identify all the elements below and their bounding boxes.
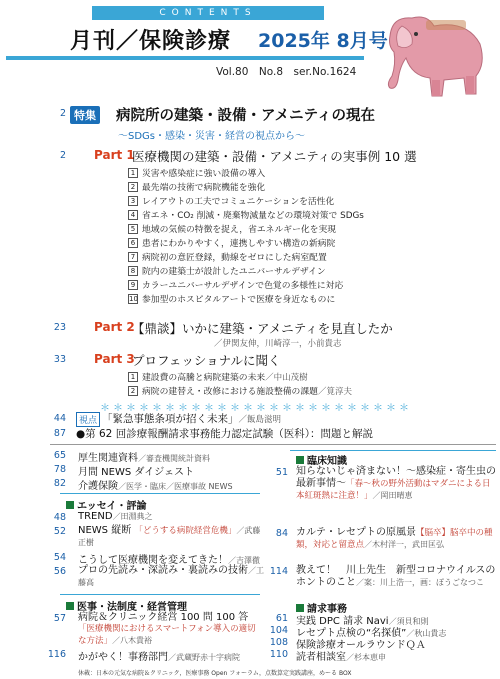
page-number: 51 (275, 467, 288, 478)
item-number: 2 (128, 182, 138, 192)
left-item[interactable] (78, 477, 233, 492)
item-author: ／筧淳夫 (317, 387, 352, 397)
left-item[interactable] (78, 612, 264, 647)
page-number: 108 (269, 637, 288, 648)
item-title: 保険診療オールラウンドＱＡ (296, 640, 426, 651)
item-subtitle: 【脳卒】脳卒中の種類，対応と留意点 (296, 528, 493, 550)
section-marker-icon (66, 602, 74, 610)
viewpoint-author: ／飯島滋明 (238, 415, 282, 425)
footer-suspended-note (78, 660, 498, 677)
item-author: ／須貝和則 (388, 617, 429, 626)
exam-notice[interactable]: ●第 62 回診療報酬請求事務能力認定試験（医科）：問題と解説 (76, 428, 373, 440)
section-rule (60, 594, 260, 595)
item-number: 2 (128, 386, 138, 396)
item-author: ／秋山貴志 (406, 629, 447, 638)
item-title: 知らないじゃ済まない！～感染症・寄生虫の最新事情～ (296, 466, 496, 489)
section-marker-icon (296, 604, 304, 612)
item-title: こうして医療機関を変えてきた！ (78, 555, 228, 566)
part1-item[interactable] (128, 292, 335, 305)
item-number: 9 (128, 280, 138, 290)
left-item[interactable] (78, 449, 210, 464)
page-number: 61 (275, 613, 288, 624)
page-number: 116 (47, 649, 66, 660)
page-number: 65 (53, 450, 66, 461)
page-number: 84 (275, 528, 288, 539)
section-divider (50, 444, 496, 445)
item-title: プロの先読み・深読み・裏読みの技術 (78, 565, 248, 576)
item-title: 厚生関連資料 (78, 453, 138, 464)
page-number: 56 (53, 566, 66, 577)
page-number: 52 (53, 526, 66, 537)
item-author: ／岡田晴恵 (372, 491, 413, 500)
viewpoint-badge: 視点 (76, 412, 100, 427)
item-title: 月間 NEWS ダイジェスト (78, 467, 194, 478)
item-number: 7 (128, 252, 138, 262)
item-text: 病院初の意匠登録，動線をゼロにした病室配置 (142, 253, 327, 263)
item-title: レセプト点検の“名探偵” (296, 628, 407, 639)
item-text: 院内の建築士が設計したユニバーサルデザイン (142, 267, 326, 277)
item-text: 患者にわかりやすく，連携しやすい構造の新病院 (142, 239, 336, 249)
item-title: 病院＆クリニック経営 100 問 100 答 (78, 612, 249, 623)
left-item[interactable] (78, 463, 194, 478)
item-number: 3 (128, 196, 138, 206)
item-title: 教えて！ 川上先生 新型コロナウイルスのホントのこと (296, 565, 496, 588)
page-number: 87 (53, 428, 66, 439)
item-author: ／医学・臨床／医療事故 NEWS (118, 482, 233, 491)
item-author: ／八木貴裕 (112, 636, 153, 645)
page-number: 114 (269, 566, 288, 577)
part1-title[interactable]: 医療機関の建築・設備・アメニティの実事例 10 選 (132, 149, 417, 164)
page-number: 2 (59, 150, 66, 161)
item-number: 6 (128, 238, 138, 248)
item-text: 最先端の技術で病院機能を強化 (142, 183, 266, 193)
header-rule (6, 56, 364, 60)
page-number: 33 (53, 354, 66, 365)
magazine-title: 月刊／保険診療 (70, 28, 232, 54)
part1-item[interactable] (128, 278, 343, 291)
part3-item[interactable] (128, 370, 308, 383)
item-author: ／案：川上浩一，画：ぽうごなつこ (356, 578, 484, 587)
page-number: 44 (53, 413, 66, 424)
contents-banner: CONTENTS (92, 6, 324, 20)
part1-item[interactable] (128, 222, 336, 235)
item-text: 参加型のホスピタルアートで医療を身近なものに (142, 295, 336, 305)
left-item[interactable] (78, 551, 260, 566)
item-author: ／武藤正樹 (78, 526, 261, 547)
item-author: ／工藤高 (78, 566, 264, 587)
page-number: 82 (53, 478, 66, 489)
page-number: 54 (53, 552, 66, 563)
part1-item[interactable] (128, 194, 334, 207)
dashed-separator: ＊＊＊＊＊＊＊＊＊＊＊＊＊＊＊＊＊＊＊＊＊＊＊＊ (100, 403, 412, 414)
item-number: 1 (128, 168, 138, 178)
part2-title[interactable]: 【鼎談】いかに建築・アメニティを見直したか (132, 321, 393, 336)
page-number: 2 (59, 108, 66, 119)
issue-label: 2025年 8月号 (258, 30, 388, 52)
feature-badge: 特集 (70, 106, 100, 124)
viewpoint-title-text: 「緊急事態条項が招く未来」 (102, 413, 239, 425)
part1-label: Part 1 (94, 148, 135, 162)
part1-item[interactable] (128, 166, 265, 179)
part3-label: Part 3 (94, 352, 135, 366)
item-text: 建設費の高騰と病院建築の未来 (142, 373, 266, 383)
item-text: 地域の気候の特徴を捉え，省エネルギー化を実現 (142, 225, 337, 235)
page-number: 104 (269, 625, 288, 636)
item-text: レイアウトの工夫でコミュニケーションを活性化 (142, 197, 335, 207)
volume-info: Vol.80 No.8 ser.No.1624 (216, 66, 357, 78)
item-text: 災害や感染症に強い設備の導入 (142, 169, 266, 179)
left-item[interactable] (78, 565, 264, 589)
left-item[interactable] (78, 511, 153, 522)
part3-title[interactable]: プロフェッショナルに聞く (132, 353, 281, 368)
item-title: かがやく！事務部門 (78, 652, 168, 663)
section-rule (290, 450, 496, 451)
section-title: 請求事務 (307, 604, 347, 615)
feature-title[interactable]: 病院所の建築・設備・アメニティの現在 (116, 108, 375, 124)
part3-item[interactable] (128, 384, 352, 397)
item-subtitle: 「どうする病院経営危機」 (134, 526, 237, 536)
item-number: 10 (129, 295, 138, 303)
page-number: 110 (269, 649, 288, 660)
item-author: ／田淵典之 (112, 512, 153, 521)
section-rule (60, 493, 260, 494)
item-title: カルテ・レセプトの原風景 (296, 527, 416, 538)
item-text: 病院の建替え・改修における施設整備の課題 (142, 387, 318, 397)
item-author: ／審査機関統計資料 (138, 454, 210, 463)
part1-item[interactable] (128, 250, 327, 263)
section-title: エッセイ・評論 (77, 501, 147, 512)
part1-item[interactable] (128, 180, 265, 193)
item-number: 4 (128, 210, 138, 220)
billing-section (258, 600, 496, 666)
right-item[interactable] (296, 466, 496, 502)
feature-subtitle: ～SDGs・感染・災害・経営の視点から～ (118, 131, 306, 142)
section-title: 医事・法制度・経営管理 (77, 602, 187, 613)
item-text: カラーユニバーサルデザインで色覚の多様性に対応 (142, 281, 344, 291)
section-marker-icon (66, 501, 74, 509)
item-subtitle: 「春～秋の野外活動はマダニによる日本紅斑熱に注意！」 (296, 479, 491, 501)
viewpoint-title[interactable] (102, 411, 281, 426)
essay-section-head (66, 497, 147, 512)
item-text: 省エネ・CO₂ 削減・廃棄物減量などの環境対策で SDGs (142, 211, 364, 221)
part2-label: Part 2 (94, 320, 135, 334)
item-title: 実践 DPC 請求 Navi (296, 616, 389, 627)
item-title: 読者相談室 (296, 652, 346, 663)
item-number: 5 (128, 224, 138, 234)
page-number: 23 (53, 322, 66, 333)
item-subtitle: 「医療機関におけるスマートフォン導入の適切な方法」 (78, 624, 256, 646)
footer-text: 休載：日本の元気な病院＆クリニック，医療事務 Open フォーラム，点数算定実践講座，めーる BOX (78, 670, 352, 677)
item-author: ／杉本恵申 (346, 653, 386, 662)
section-marker-icon (296, 456, 304, 464)
part1-item[interactable] (128, 264, 326, 277)
part1-item[interactable] (128, 208, 364, 221)
item-title: 介護保険 (78, 481, 118, 492)
item-author: ／木村洋一，武田匡弘 (364, 540, 445, 549)
page-number: 78 (53, 464, 66, 475)
part2-authors: ／伊関友伸，川崎淳一，小前貴志 (214, 339, 342, 349)
item-author: ／吉澤徹 (228, 556, 260, 565)
item-number: 8 (128, 266, 138, 276)
law-section-head (66, 598, 187, 613)
page-number: 57 (53, 613, 66, 624)
right-item[interactable] (296, 527, 496, 551)
item-author: ／武蔵野赤十字病院 (168, 653, 240, 662)
clinical-section-head (296, 452, 347, 467)
right-item[interactable] (296, 565, 496, 589)
item-author: ／中山茂樹 (265, 373, 308, 383)
item-number: 1 (128, 372, 138, 382)
item-title: TREND (78, 511, 113, 522)
part1-item[interactable] (128, 236, 335, 249)
elephant-illustration (372, 6, 496, 106)
page-number: 48 (53, 512, 66, 523)
left-item[interactable] (78, 525, 264, 549)
section-title: 臨床知識 (307, 456, 347, 467)
item-title: NEWS 縦断 (78, 525, 132, 536)
